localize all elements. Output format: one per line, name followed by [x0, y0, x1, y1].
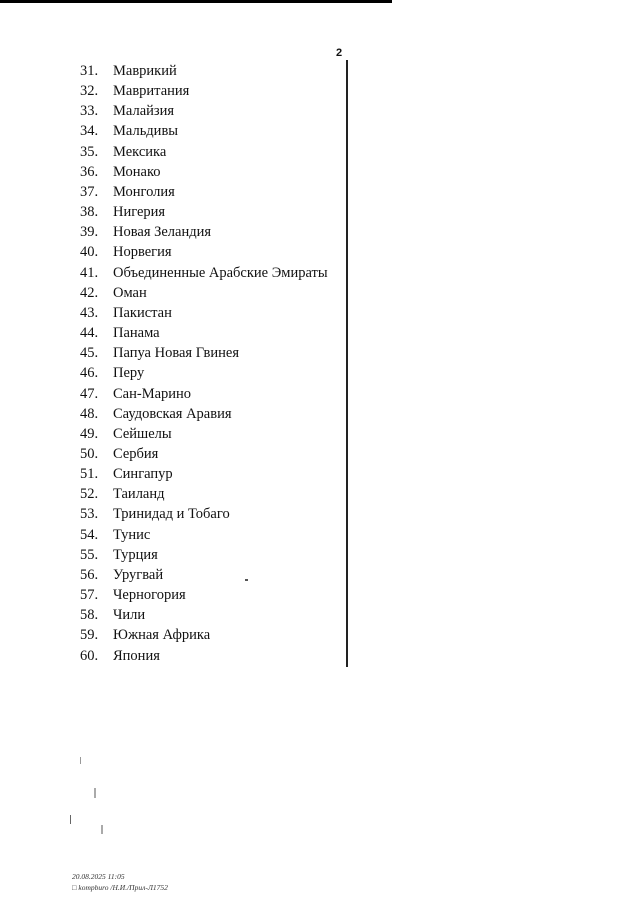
- list-item-country-name: Панама: [113, 325, 160, 342]
- footer-reference: □ kompburo /Н.И./Прил-Л1752: [72, 883, 168, 892]
- list-item-number: 59.: [80, 627, 99, 644]
- list-item-country-name: Тринидад и Тобаго: [113, 506, 230, 523]
- list-item-number: 54.: [80, 526, 99, 543]
- list-item-number: 40.: [80, 244, 99, 261]
- list-item-country-name: Япония: [113, 647, 160, 664]
- list-item-number: 45.: [80, 345, 99, 362]
- list-item-country-name: Мальдивы: [113, 123, 179, 140]
- scan-speck: [245, 579, 248, 581]
- list-item-country-name: Пакистан: [113, 304, 172, 321]
- list-item-number: 37.: [80, 183, 99, 200]
- list-item-country-name: Сербия: [113, 445, 159, 462]
- list-item-country-name: Норвегия: [113, 244, 172, 261]
- list-item-number: 41.: [80, 264, 99, 281]
- list-item-number: 34.: [80, 123, 99, 140]
- footer-date: 20.08.2025 11:05: [72, 872, 125, 881]
- list-item-number: 38.: [80, 204, 99, 221]
- list-item-number: 46.: [80, 365, 99, 382]
- list-item-country-name: Уругвай: [113, 566, 164, 583]
- list-item-number: 36.: [80, 163, 99, 180]
- list-item-country-name: Сан-Марино: [113, 385, 192, 402]
- list-item-number: 47.: [80, 385, 99, 402]
- list-item-country-name: Монголия: [113, 183, 175, 200]
- list-item-country-name: Перу: [113, 365, 145, 382]
- list-item-number: 42.: [80, 284, 99, 301]
- list-item-country-name: Оман: [113, 284, 147, 301]
- list-item-number: 51.: [80, 466, 99, 483]
- list-item-number: 35.: [80, 143, 99, 160]
- list-right-margin-rule: [346, 60, 348, 667]
- list-item-country-name: Объединенные Арабские Эмираты: [113, 264, 328, 281]
- list-item-country-name: Южная Африка: [113, 627, 211, 644]
- list-item-number: 43.: [80, 304, 99, 321]
- list-item-country-name: Черногория: [113, 587, 186, 604]
- page-number: 2: [336, 47, 343, 59]
- list-item-country-name: Малайзия: [113, 103, 175, 120]
- list-item-number: 44.: [80, 325, 99, 342]
- list-item-country-name: Нигерия: [113, 204, 166, 221]
- list-item-number: 32.: [80, 83, 99, 100]
- list-item-country-name: Таиланд: [113, 486, 165, 503]
- list-item-number: 58.: [80, 607, 99, 624]
- list-item-country-name: Сейшелы: [113, 425, 172, 442]
- top-border-rule: [0, 0, 392, 3]
- list-item-country-name: Мексика: [113, 143, 167, 160]
- list-item-number: 56.: [80, 566, 99, 583]
- list-item-number: 49.: [80, 425, 99, 442]
- list-item-country-name: Маврикий: [113, 63, 177, 79]
- list-item-country-name: Тунис: [113, 526, 151, 543]
- list-item-country-name: Монако: [113, 163, 161, 180]
- list-item-number: 48.: [80, 405, 99, 422]
- list-item-country-name: Новая Зеландия: [113, 224, 212, 241]
- scan-speck: [101, 825, 103, 834]
- scan-speck: [80, 757, 81, 764]
- list-item-number: 31.: [80, 63, 99, 79]
- list-item-country-name: Сингапур: [113, 466, 173, 483]
- list-item-number: 33.: [80, 103, 99, 120]
- list-item-number: 39.: [80, 224, 99, 241]
- list-item-number: 60.: [80, 647, 99, 664]
- scan-speck: [94, 788, 96, 798]
- list-item-number: 52.: [80, 486, 99, 503]
- list-item-number: 57.: [80, 587, 99, 604]
- list-item-number: 50.: [80, 445, 99, 462]
- list-item-country-name: Папуа Новая Гвинея: [113, 345, 240, 362]
- list-item-country-name: Мавритания: [113, 83, 190, 100]
- scan-speck: [70, 815, 71, 824]
- list-item-country-name: Чили: [113, 607, 146, 624]
- list-item-number: 53.: [80, 506, 99, 523]
- list-item-country-name: Турция: [113, 546, 158, 563]
- list-item-number: 55.: [80, 546, 99, 563]
- list-item-country-name: Саудовская Аравия: [113, 405, 232, 422]
